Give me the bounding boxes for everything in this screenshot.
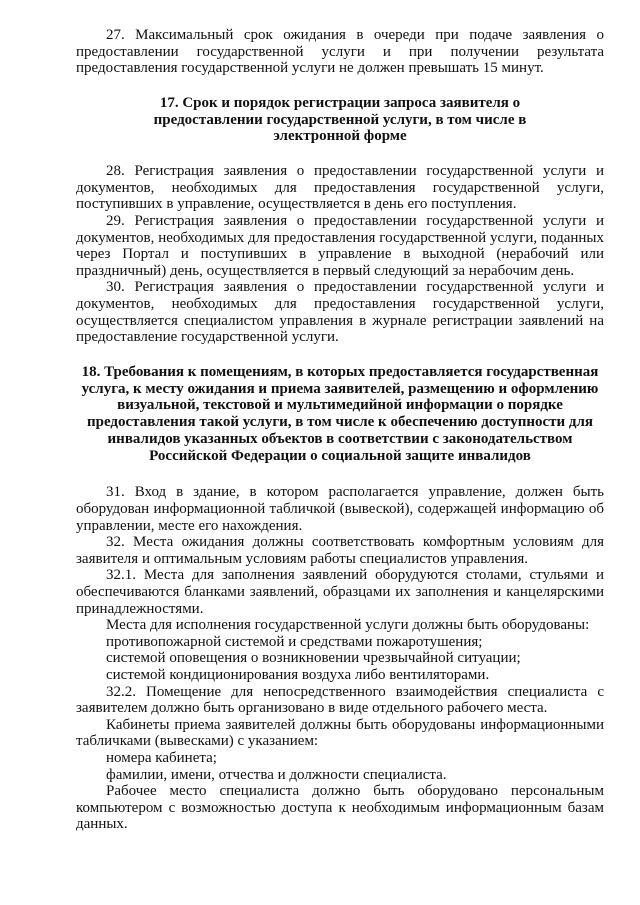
cabinets-intro: Кабинеты приема заявителей должны быть оборудованы информационными табличками (вывесками) с указанием:	[76, 716, 604, 750]
list-item: номера кабинета;	[106, 749, 217, 766]
list-item: противопожарной системой и средствами пожаротушения;	[106, 633, 483, 650]
list-item: системой оповещения о возникновении чрезвычайной ситуации;	[106, 650, 521, 667]
paragraph-32: 32. Места ожидания должны соответствовать комфортным условиям для заявителя и оптимальным условиям работы специалистов управления.	[76, 534, 604, 567]
paragraph-28: 28. Регистрация заявления о предоставлении государственной услуги и документов, необходимых для предоставления государственной услуги, поступивших в управление, осуществляется в день его поступления.	[76, 163, 604, 213]
places-intro: Места для исполнения государственной услуги должны быть оборудованы:	[106, 617, 590, 634]
paragraph-30: 30. Регистрация заявления о предоставлении государственной услуги и документов, необходимых для предоставления государственной услуги, осуществляется специалистом управления в журнале регистрации заявлений на предоставление государственной услуги.	[76, 279, 604, 346]
section-17-heading: 17. Срок и порядок регистрации запроса заявителя о предоставлении государственной услуги, в том числе в электронной форме	[153, 94, 527, 145]
workplace-paragraph: Рабочее место специалиста должно быть оборудовано персональным компьютером с возможностью доступа к необходимым информационным базам данных.	[76, 783, 604, 833]
list-item: фамилии, имени, отчества и должности специалиста.	[106, 766, 447, 783]
paragraph-27: 27. Максимальный срок ожидания в очереди при подаче заявления о предоставлении государственной услуги и при получении результата предоставления государственной услуги не должен превышать 15 минут.	[76, 27, 604, 77]
paragraph-32-2: 32.2. Помещение для непосредственного взаимодействия специалиста с заявителем должно быть организовано в виде отдельного рабочего места.	[76, 683, 604, 717]
section-18-heading: 18. Требования к помещениям, в которых предоставляется государственная услуга, к месту ожидания и приема заявителей, размещению и оформлению визуальной, текстовой и мультимедийной информации о порядке предоставления такой услуги, в том числе к обеспечению доступности для инвалидов указанных объектов в соответствии с законодательством Российской Федерации о социальной защите инвалидов	[81, 363, 599, 464]
paragraph-29: 29. Регистрация заявления о предоставлении государственной услуги и документов, необходимых для предоставления государственной услуги, поданных через Портал и поступивших в управление в выходной (нерабочий или праздничный) день, осуществляется в первый следующий за нерабочим день.	[76, 212, 604, 279]
list-item: системой кондиционирования воздуха либо вентиляторами.	[106, 667, 490, 684]
paragraph-31: 31. Вход в здание, в котором располагается управление, должен быть оборудован информационной табличкой (вывеской), содержащей информацию об управлении, месте его нахождения.	[76, 484, 604, 534]
paragraph-32-1: 32.1. Места для заполнения заявлений оборудуются столами, стульями и обеспечиваются бланками заявлений, образцами их заполнения и канцелярскими принадлежностями.	[76, 567, 604, 617]
